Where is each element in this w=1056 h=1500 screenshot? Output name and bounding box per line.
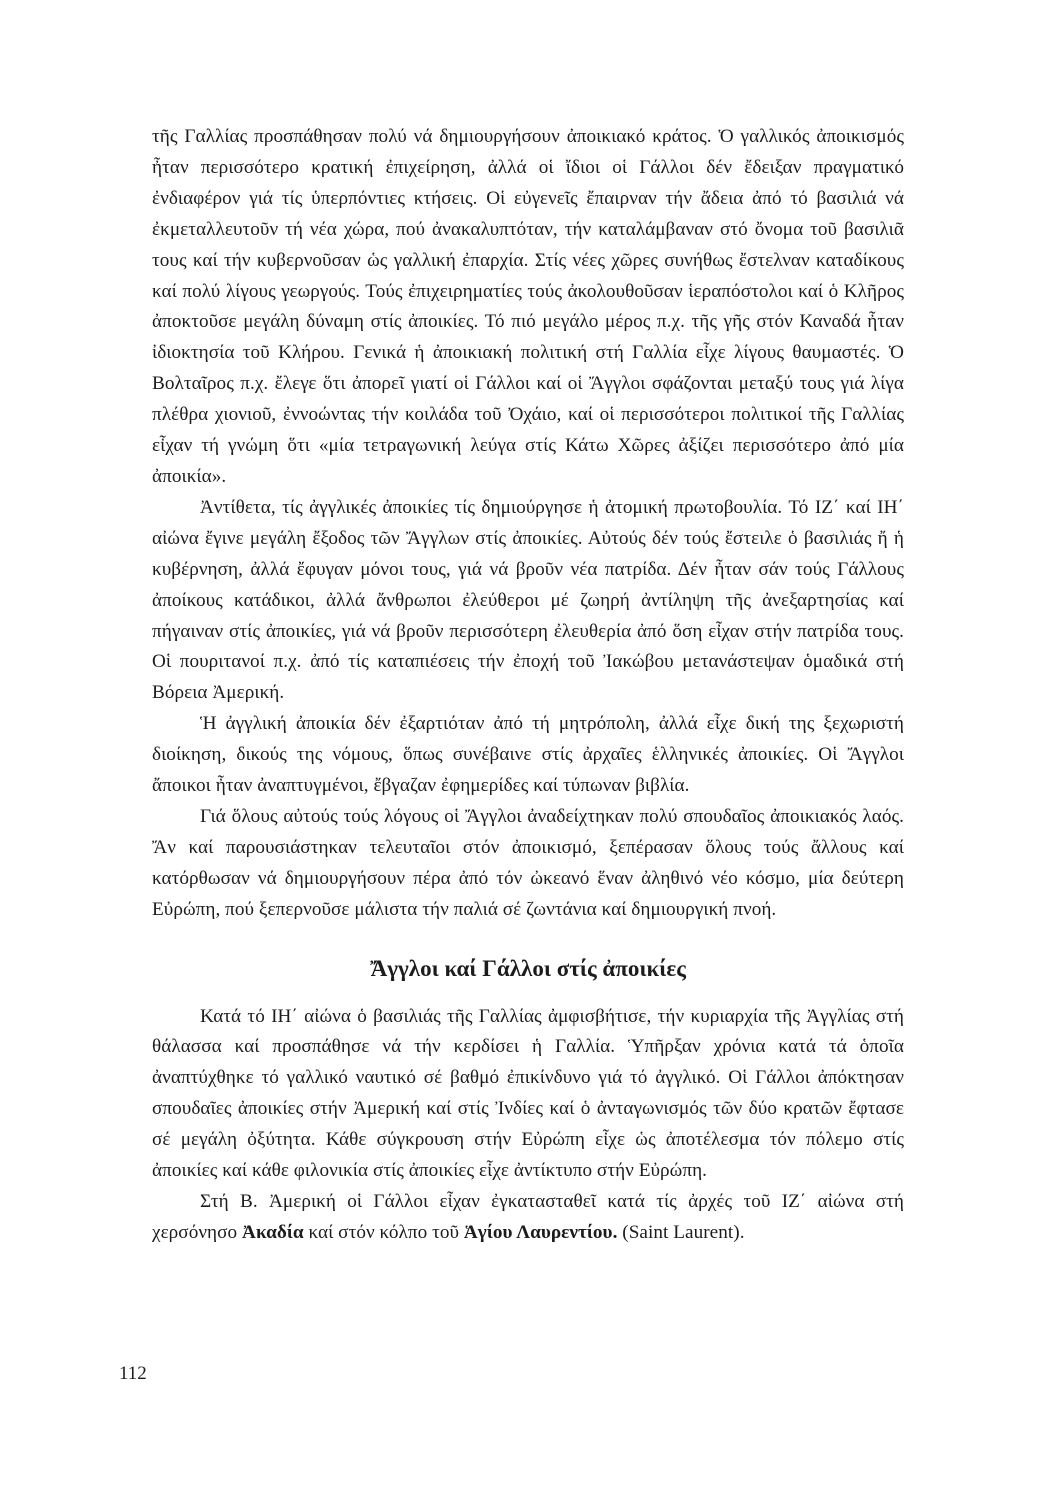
page-body bbox=[152, 122, 904, 1249]
term-acadia: Ἀκαδία bbox=[242, 1221, 304, 1243]
term-saint-lawrence: Ἁγίου Λαυρεντίου. bbox=[463, 1221, 618, 1243]
text-segment: (Saint Laurent). bbox=[617, 1221, 745, 1243]
paragraph-north-america bbox=[152, 1187, 904, 1249]
section-heading: Ἄγγλοι καί Γάλλοι στίς ἀποικίες bbox=[370, 955, 686, 981]
paragraph-english-colonies: Ἀντίθετα, τίς ἀγγλικές ἀποικίες τίς δημιούργησε ἡ ἀτομική πρωτοβουλία. Τό ΙΖ΄ καί ΙΗ΄ αἰώνα ἔγινε μεγάλη ἔξοδος τῶν Ἄγγλων στίς ἀποικίες. Αὐτούς δέν τούς ἔστειλε ὁ βασιλιάς ἤ ἡ κυβέρνηση, ἀλλά ἔφυγαν μόνοι τους, γιά νά βροῦν νέα πατρίδα. Δέν ἦταν σάν τούς Γάλλους ἀποίκους κατάδικοι, ἀλλά ἄνθρωποι ἐλεύθεροι μέ ζωηρή ἀντίληψη τῆς ἀνεξαρτησίας καί πήγαιναν στίς ἀποικίες, γιά νά βροῦν περισσότερη ἐλευθερία ἀπό ὅση εἶχαν στήν πατρίδα τους. Οἱ πουριτανοί π.χ. ἀπό τίς καταπιέσεις τήν ἐποχή τοῦ Ἰακώβου μετανάστεψαν ὁμαδικά στή Βόρεια Ἀμερική. bbox=[152, 496, 904, 704]
text-segment: Στή Β. Ἀμερική οἱ Γάλλοι εἶχαν ἐγκατασταθεῖ κατά τίς ἀρχές τοῦ ΙΖ΄ αἰώνα στή χερσόνησο bbox=[152, 1191, 904, 1243]
text-segment: καί στόν κόλπο τοῦ bbox=[303, 1221, 464, 1243]
paragraph-english-success: Γιά ὅλους αὐτούς τούς λόγους οἱ Ἄγγλοι ἀναδείχτηκαν πολύ σπουδαῖος ἀποικιακός λαός. Ἄν καί παρουσιάστηκαν τελευταῖοι στόν ἀποικισμό, ξεπέρασαν ὅλους τούς ἄλλους καί κατόρθωσαν νά δημιουργήσουν πέρα ἀπό τόν ὠκεανό ἕναν ἀληθινό νέο κόσμο, μία δεύτερη Εὐρώπη, πού ξεπερνοῦσε μάλιστα τήν παλιά σέ ζωντάνια καί δημιουργική πνοή. bbox=[152, 805, 904, 920]
paragraph-rivalry: Κατά τό ΙΗ΄ αἰώνα ὁ βασιλιάς τῆς Γαλλίας ἀμφισβήτισε, τήν κυριαρχία τῆς Ἀγγλίας στή θάλασσα καί προσπάθησε νά τήν κερδίσει ἡ Γαλλία. Ὑπῆρξαν χρόνια κατά τά ὁποῖα ἀναπτύχθηκε τό γαλλικό ναυτικό σέ βαθμό ἐπικίνδυνο γιά τό ἀγγλικό. Οἱ Γάλλοι ἀπόκτησαν σπουδαῖες ἀποικίες στήν Ἀμερική καί στίς Ἰνδίες καί ὁ ἀνταγωνισμός τῶν δύο κρατῶν ἔφτασε σέ μεγάλη ὀξύτητα. Κάθε σύγκρουση στήν Εὐρώπη εἶχε ὡς ἀποτέλεσμα τόν πόλεμο στίς ἀποικίες καί κάθε φιλονικία στίς ἀποικίες εἶχε ἀντίκτυπο στήν Εὐρώπη. bbox=[152, 1005, 904, 1182]
paragraph-french-colonialism: τῆς Γαλλίας προσπάθησαν πολύ νά δημιουργήσουν ἀποικιακό κράτος. Ὁ γαλλικός ἀποικισμός ἦταν περισσότερο κρατική ἐπιχείρηση, ἀλλά οἱ ἴδιοι οἱ Γάλλοι δέν ἔδειξαν πραγματικό ἐνδιαφέρον γιά τίς ὑπερπόντιες κτήσεις. Οἱ εὐγενεῖς ἔπαιρναν τήν ἄδεια ἀπό τό βασιλιά νά ἐκμεταλλευτοῦν τή νέα χώρα, πού ἀνακαλυπτόταν, τήν καταλάμβαναν στό ὄνομα τοῦ βασιλιᾶ τους καί τήν κυβερνοῦσαν ὡς γαλλική ἐπαρχία. Στίς νέες χῶρες συνήθως ἔστελναν καταδίκους καί πολύ λίγους γεωργούς. Τούς ἐπιχειρηματίες τούς ἀκολουθοῦσαν ἱεραπόστολοι καί ὁ Κλῆρος ἀποκτοῦσε μεγάλη δύναμη στίς ἀποικίες. Τό πιό μεγάλο μέρος π.χ. τῆς γῆς στόν Καναδά ἦταν ἰδιοκτησία τοῦ Κλήρου. Γενικά ἡ ἀποικιακή πολιτική στή Γαλλία εἶχε λίγους θαυμαστές. Ὁ Βολταῖρος π.χ. ἔλεγε ὅτι ἀπορεῖ γιατί οἱ Γάλλοι καί οἱ Ἄγγλοι σφάζονται μεταξύ τους γιά λίγα πλέθρα χιονιοῦ, ἐννοώντας τήν κοιλάδα τοῦ Ὀχάιο, καί οἱ περισσότεροι πολιτικοί τῆς Γαλλίας εἶχαν τή γνώμη ὅτι «μία τετραγωνική λεύγα στίς Κάτω Χῶρες ἀξίζει περισσότερο ἀπό μία ἀποικία». bbox=[152, 126, 904, 487]
paragraph-english-colony-administration: Ἡ ἀγγλική ἀποικία δέν ἐξαρτιόταν ἀπό τή μητρόπολη, ἀλλά εἶχε δική της ξεχωριστή διοίκηση, δικούς της νόμους, ὅπως συνέβαινε στίς ἀρχαῖες ἑλληνικές ἀποικίες. Οἱ Ἄγγλοι ἄποικοι ἦταν ἀναπτυγμένοι, ἔβγαζαν ἐφημερίδες καί τύπωναν βιβλία. bbox=[152, 713, 904, 797]
page-number: 112 bbox=[119, 1363, 147, 1384]
